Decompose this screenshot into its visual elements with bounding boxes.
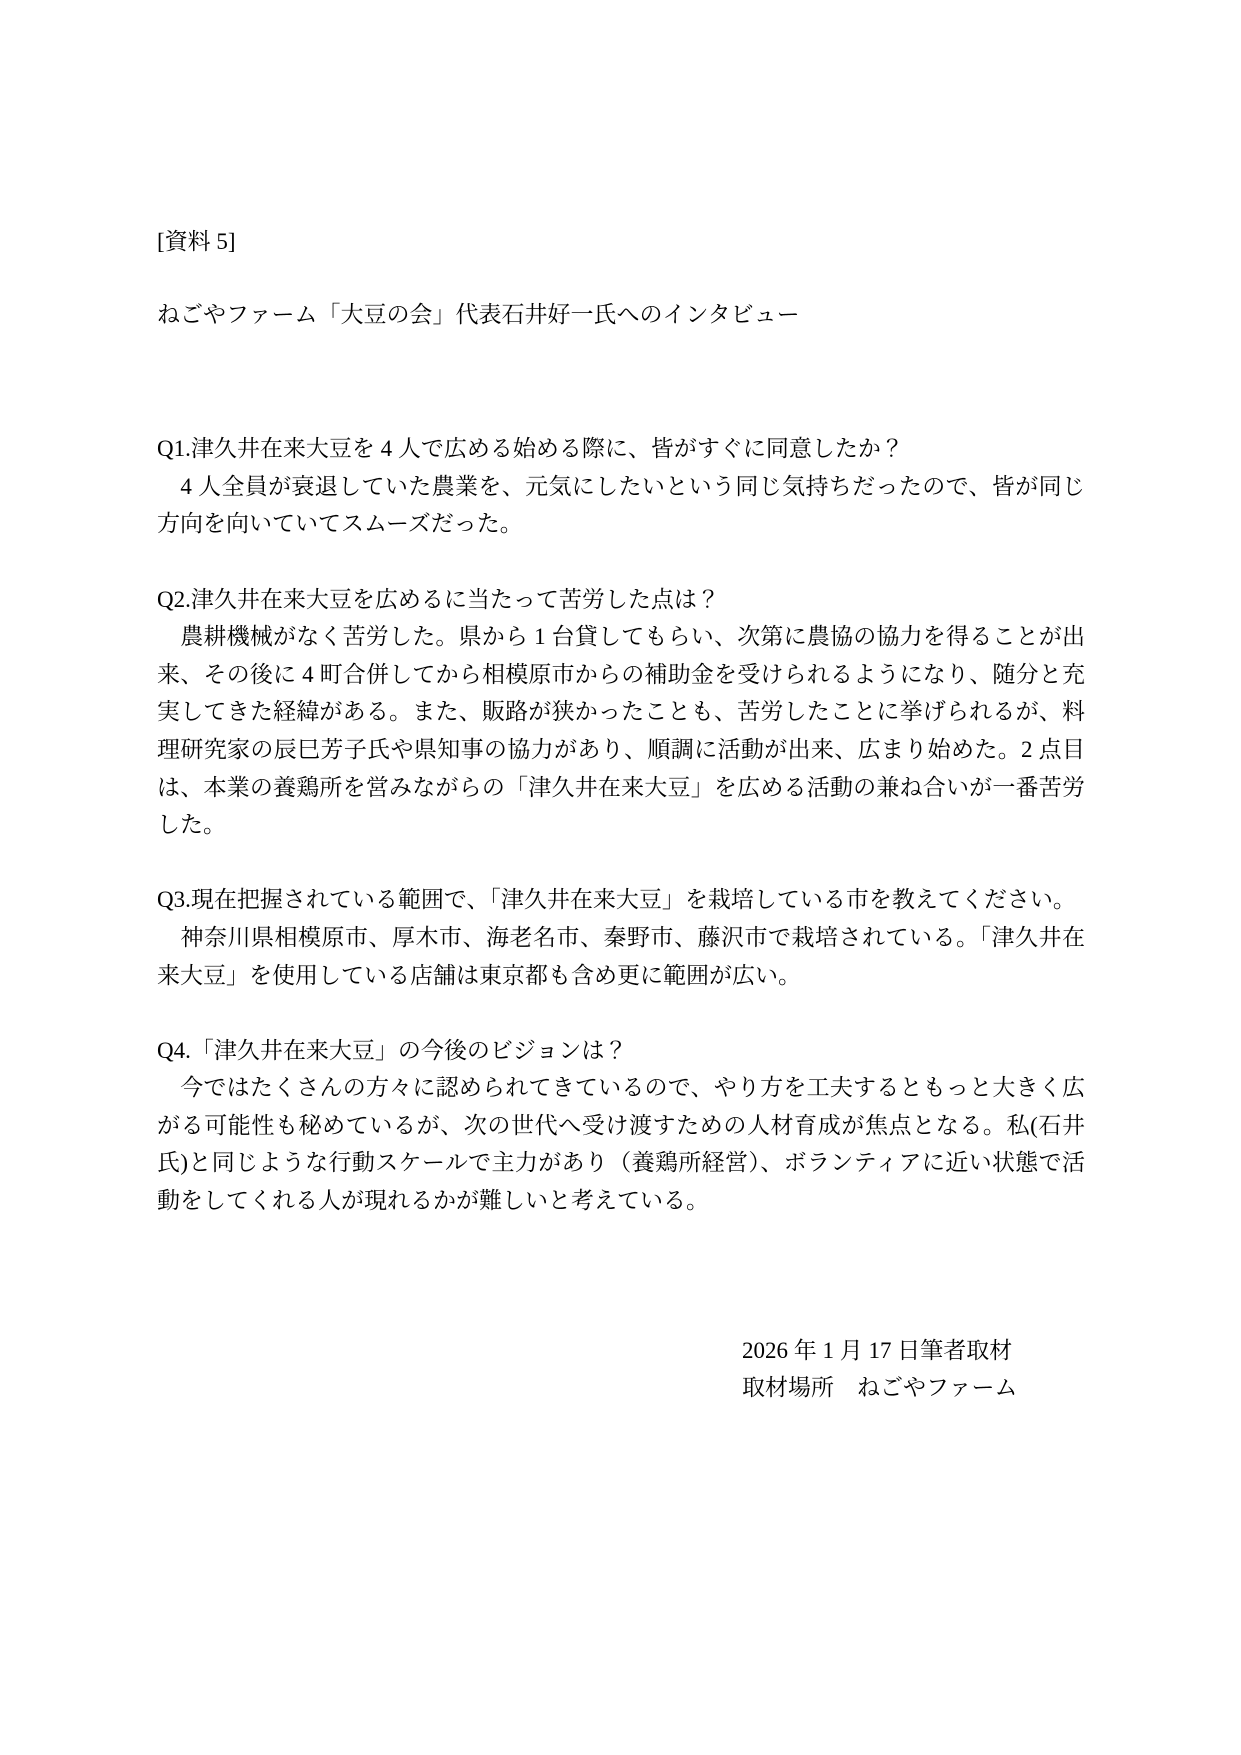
answer-q4: 今ではたくさんの方々に認められてきているので、やり方を工夫するともっと大きく広がる可能性も秘めているが、次の世代へ受け渡すための人材育成が焦点となる。私(石井氏)と同じような行動スケールで主力があり（養鶏所経営）、ボランティアに近い状態で活動をしてくれる人が現れるかが難しいと考えている。 [157,1075,1085,1214]
document-title: ねごやファーム「大豆の会」代表石井好一氏へのインタビュー [157,301,800,327]
question-q4: Q4.「津久井在来大豆」の今後のビジョンは？ [157,1037,628,1063]
answer-q3: 神奈川県相模原市、厚木市、海老名市、秦野市、藤沢市で栽培されている。「津久井在来大豆」を使用している店舗は東京都も含め更に範囲が広い。 [157,924,1085,988]
footer-interview-date: 2026 年 1 月 17 日筆者取材 [742,1337,1013,1363]
question-q1: Q1.津久井在来大豆を 4 人で広める始める際に、皆がすぐに同意したか？ [157,436,904,462]
question-q2: Q2.津久井在来大豆を広めるに当たって苦労した点は？ [157,586,720,612]
answer-q1: 4 人全員が衰退していた農業を、元気にしたいという同じ気持ちだったので、皆が同じ方向を向いていてスムーズだった。 [157,473,1085,537]
qa-block-q2 [157,581,1085,844]
question-q3: Q3.現在把握されている範囲で、「津久井在来大豆」を栽培している市を教えてください。 [157,887,1076,913]
document-label: [資料 5] [157,229,236,254]
qa-block-q4 [157,1032,1085,1220]
qa-block-q3 [157,881,1085,994]
footer-interview-place: 取材場所 ねごやファーム [742,1375,1018,1401]
document-footer [742,1332,1085,1407]
answer-q2: 農耕機械がなく苦労した。県から 1 台貸してもらい、次第に農協の協力を得ることが出来、その後に 4 町合併してから相模原市からの補助金を受けられるようになり、随分と充実してきた経緯がある。また、販路が狭かったことも、苦労したことに挙げられるが、料理研究家の辰巳芳子氏や県知事の協力があり、順調に活動が出来、広まり始めた。2 点目は、本業の養鶏所を営みながらの「津久井在来大豆」を広める活動の兼ね合いが一番苦労した。 [157,624,1086,838]
qa-block-q1 [157,430,1085,543]
qa-section [157,430,1085,1219]
